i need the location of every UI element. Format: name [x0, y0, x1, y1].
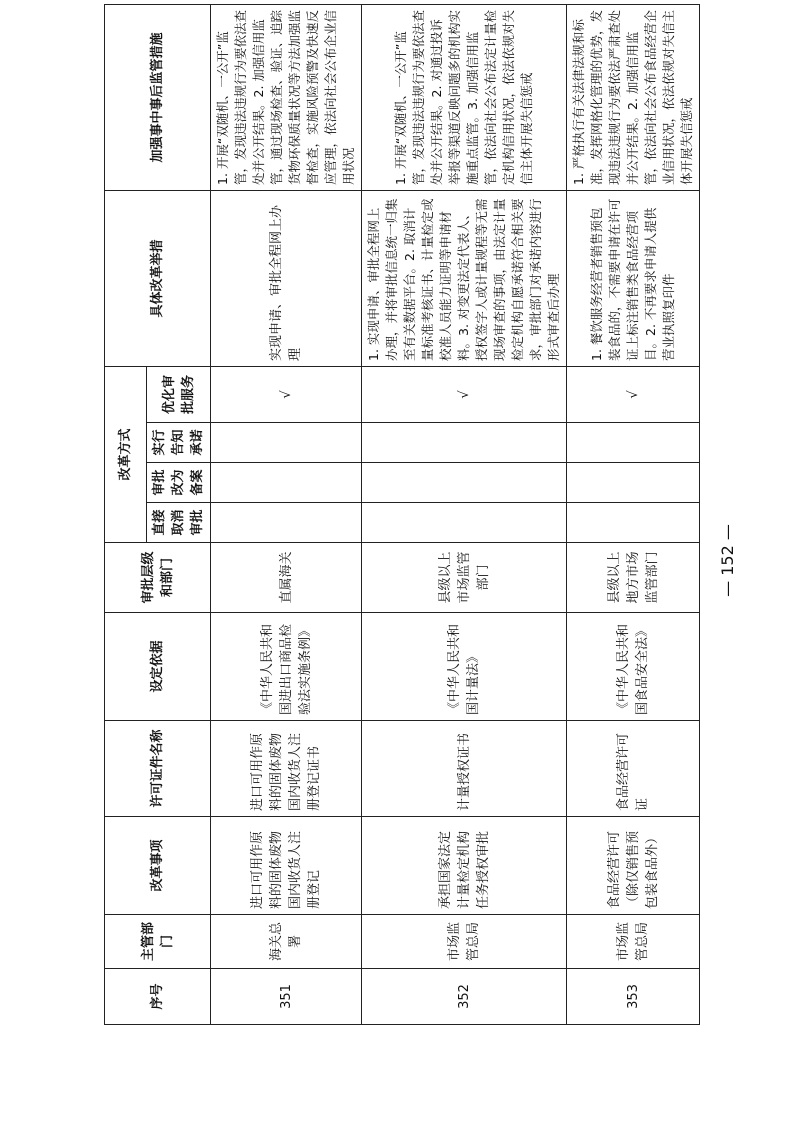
- cell-measures: 1. 实现申请、审批全程网上办理，并将审批信息统一归集至有关数据平台。2. 取消计量标准考核证书、计量检定或校准人员能力证明等申请材料。3. 对变更法定代表人、授权签字人或计量规程等无需现场审查的事项，由法定计量检定机构自愿承诺符合相关要求，审批部门对承诺内容进行形式审查后办理: [362, 190, 567, 366]
- cell-method-record: [211, 463, 362, 503]
- cell-method-optimize: √: [211, 366, 362, 422]
- cell-method-cancel: [362, 503, 567, 543]
- table-row: [211, 4, 362, 1024]
- header-method: 改革方式: [105, 366, 147, 542]
- cell-method-promise: [567, 423, 700, 463]
- cell-license: 食品经营许可证: [567, 721, 700, 817]
- cell-level: 直属海关: [211, 543, 362, 613]
- cell-basis: 《中华人民共和国计量法》: [362, 613, 567, 721]
- cell-measures: 实现申请、审批全程网上办理: [211, 190, 362, 366]
- cell-seq: 351: [211, 969, 362, 1025]
- header-seq: 序号: [105, 969, 211, 1025]
- header-supervision: 加强事中事后监管措施: [105, 4, 211, 190]
- cell-supervision: 1. 严格执行有关法律法规和标准，发挥网格化管理的优势，发现违法违规行为要依法严肃查处并公开结果。2. 加强信用监管，依法向社会公布食品经营企业信用状况，依法依规对失信主体开展失信惩戒: [567, 4, 700, 190]
- header-item: 改革事项: [105, 817, 211, 915]
- cell-method-cancel: [567, 503, 700, 543]
- cell-dept: 市场监管总局: [362, 915, 567, 969]
- cell-item: 进口可用作原料的固体废物国内收货人注册登记: [211, 817, 362, 915]
- cell-method-optimize: √: [362, 366, 567, 422]
- header-dept: 主管部门: [105, 915, 211, 969]
- reform-table: [104, 4, 700, 1025]
- cell-license: 进口可用作原料的固体废物国内收货人注册登记证书: [211, 721, 362, 817]
- cell-level: 县级以上地方市场监管部门: [567, 543, 700, 613]
- cell-measures: 1. 餐饮服务经营者销售预包装食品的，不需要申请在许可证上标注销售类食品经营项目。2. 不再要求申请人提供营业执照复印件: [567, 190, 700, 366]
- cell-item: 食品经营许可（除仅销售预包装食品外）: [567, 817, 700, 915]
- page-number-text: — 152 —: [717, 523, 737, 597]
- cell-supervision: 1. 开展“双随机、一公开”监管，发现违法违规行为要依法查处并公开结果。2. 对通过投诉举报等渠道反映问题多的机构实施重点监管。3. 加强信用监管，依法向社会公布法定计量检定机构信用状况，依法依规对失信主体开展失信惩戒: [362, 4, 567, 190]
- rotated-page-content: [104, 5, 694, 1025]
- header-method-cancel: 直接取消审批: [147, 503, 211, 543]
- header-level: 审批层级和部门: [105, 543, 211, 613]
- header-method-optimize: 优化审批服务: [147, 366, 211, 422]
- cell-seq: 352: [362, 969, 567, 1025]
- cell-method-record: [567, 463, 700, 503]
- table-row: [567, 4, 700, 1024]
- cell-method-promise: [211, 423, 362, 463]
- cell-supervision: 1. 开展“双随机、一公开”监管，发现违法违规行为要依法查处并公开结果。2. 加强信用监管，通过现场检查、验证、追踪货物环保质量状况等方法加强监督检查，实施风险预警及快速反应管理，依法向社会公布企业信用状况: [211, 4, 362, 190]
- header-measures: 具体改革举措: [105, 190, 211, 366]
- cell-method-cancel: [211, 503, 362, 543]
- cell-basis: 《中华人民共和国进出口商品检验法实施条例》: [211, 613, 362, 721]
- cell-level: 县级以上市场监管部门: [362, 543, 567, 613]
- table-row: [362, 4, 567, 1024]
- cell-license: 计量授权证书: [362, 721, 567, 817]
- header-license: 许可证件名称: [105, 721, 211, 817]
- cell-dept: 海关总署: [211, 915, 362, 969]
- header-method-record: 审批改为备案: [147, 463, 211, 503]
- page-number: [712, 520, 742, 600]
- cell-method-promise: [362, 423, 567, 463]
- header-basis: 设定依据: [105, 613, 211, 721]
- cell-seq: 353: [567, 969, 700, 1025]
- cell-basis: 《中华人民共和国食品安全法》: [567, 613, 700, 721]
- header-method-promise: 实行告知承诺: [147, 423, 211, 463]
- cell-method-record: [362, 463, 567, 503]
- cell-method-optimize: √: [567, 366, 700, 422]
- cell-item: 承担国家法定计量检定机构任务授权审批: [362, 817, 567, 915]
- header-row: [105, 4, 147, 1024]
- cell-dept: 市场监管总局: [567, 915, 700, 969]
